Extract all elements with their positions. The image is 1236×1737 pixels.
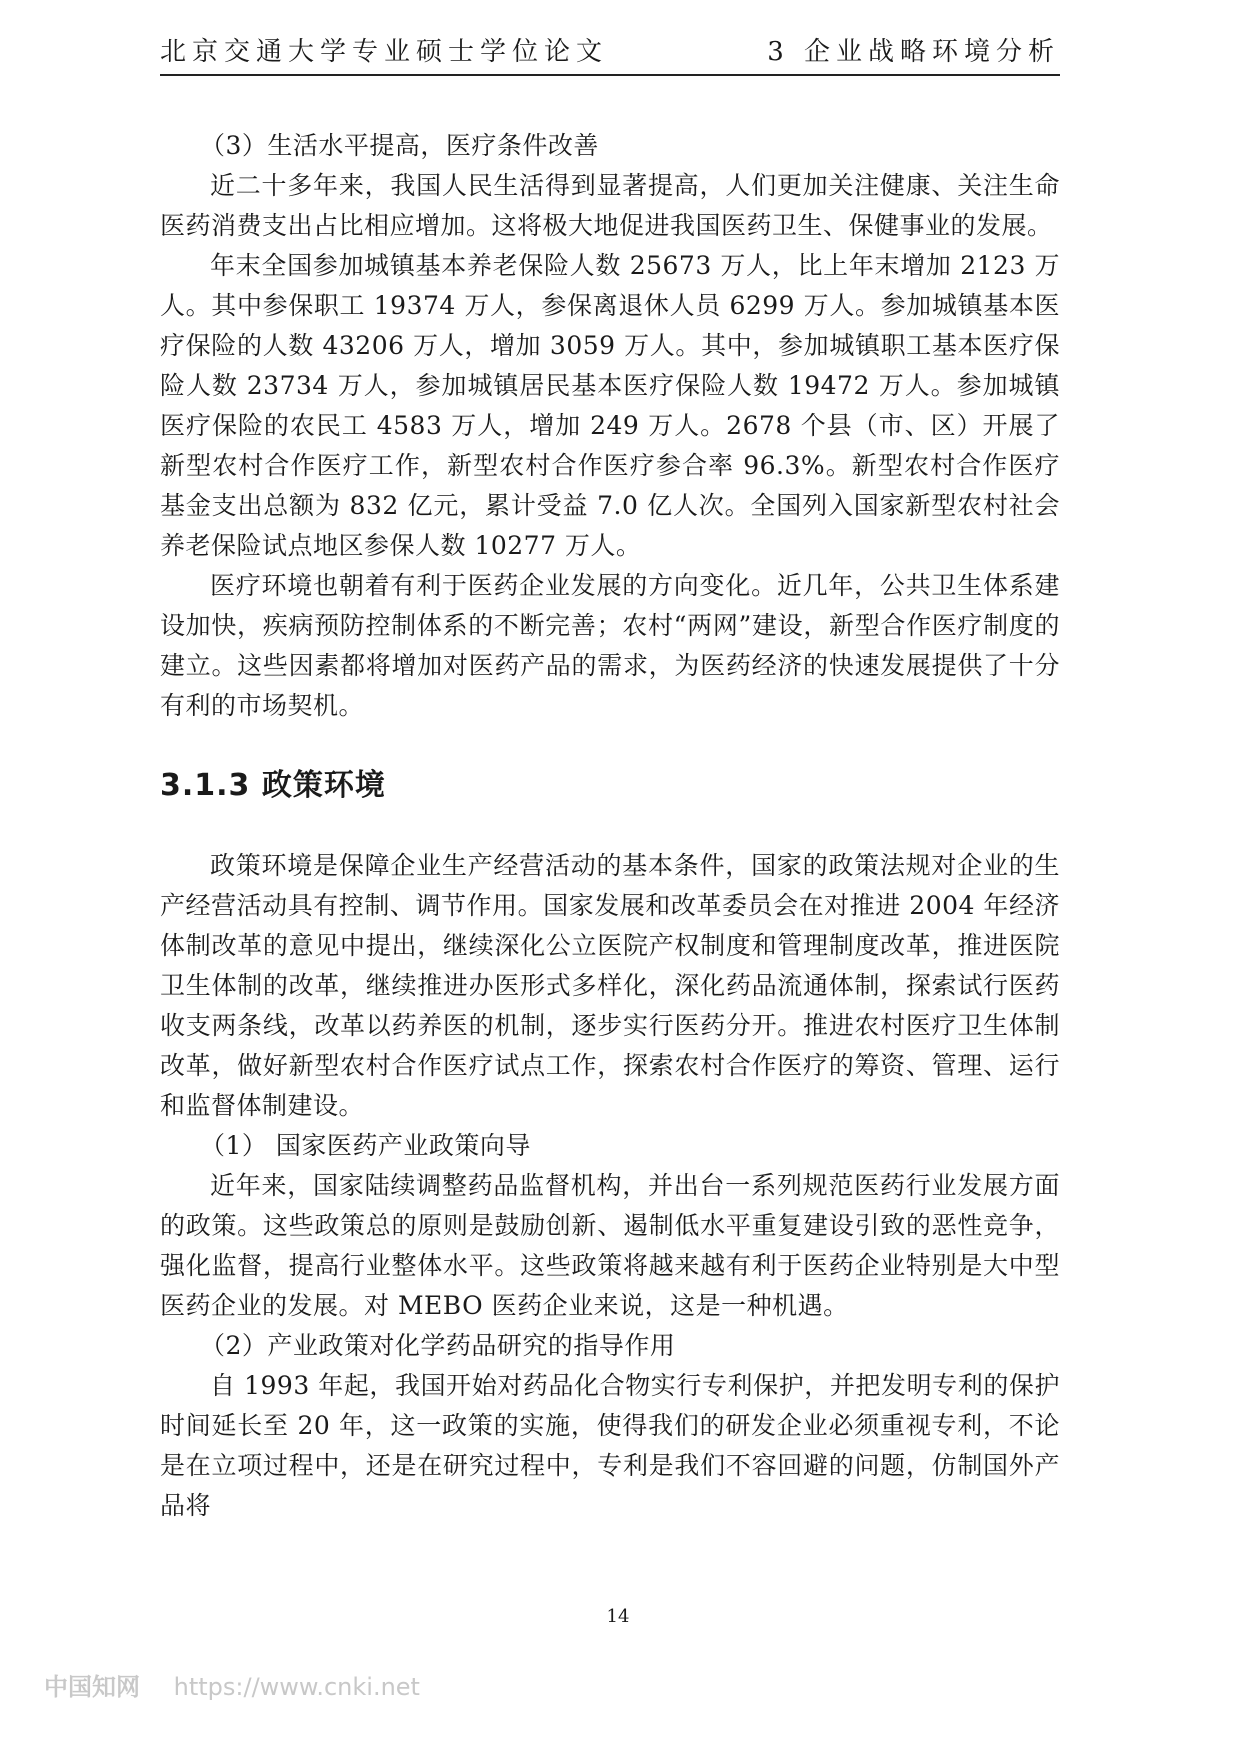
subheading-living-standards: （3）生活水平提高，医疗条件改善 <box>200 131 599 160</box>
paragraph: 近二十多年来，我国人民生活得到显著提高，人们更加关注健康、关注生命医药消费支出占比相应增加。这将极大地促进我国医药卫生、保健事业的发展。 <box>160 171 1060 240</box>
paragraph: 近年来，国家陆续调整药品监督机构，并出台一系列规范医药行业发展方面的政策。这些政策总的原则是鼓励创新、遏制低水平重复建设引致的恶性竞争，强化监督，提高行业整体水平。这些政策将越来越有利于医药企业特别是大中型医药企业的发展。对 MEBO 医药企业来说，这是一种机遇。 <box>160 1171 1060 1320</box>
section-heading: 3.1.3 政策环境 <box>160 768 386 803</box>
running-header <box>160 36 1060 76</box>
subheading-industry-policy: （1） 国家医药产业政策向导 <box>200 1131 531 1160</box>
paragraph: 年末全国参加城镇基本养老保险人数 25673 万人，比上年末增加 2123 万人。其中参保职工 19374 万人，参保离退休人员 6299 万人。参加城镇基本医疗保险的人数 43206 万人，增加 3059 万人。其中，参加城镇职工基本医疗保险人数 23734 万人，参加城镇居民基本医疗保险人数 19472 万人。参加城镇医疗保险的农民工 4583 万人，增加 249 万人。2678 个县（市、区）开展了新型农村合作医疗工作，新型农村合作医疗参合率 96.3%。新型农村合作医疗基金支出总额为 832 亿元，累计受益 7.0 亿人次。全国列入国家新型农村社会养老保险试点地区参保人数 10277 万人。 <box>160 251 1060 560</box>
page-body <box>160 126 1060 1526</box>
header-chapter-title: 3 企业战略环境分析 <box>767 37 1060 67</box>
header-thesis-title: 北京交通大学专业硕士学位论文 <box>160 37 609 67</box>
paragraph: 政策环境是保障企业生产经营活动的基本条件，国家的政策法规对企业的生产经营活动具有控制、调节作用。国家发展和改革委员会在对推进 2004 年经济体制改革的意见中提出，继续深化公立医院产权制度和管理制度改革，推进医院卫生体制的改革，继续推进办医形式多样化，深化药品流通体制，探索试行医药收支两条线，改革以药养医的机制，逐步实行医药分开。推进农村医疗卫生体制改革，做好新型农村合作医疗试点工作，探索农村合作医疗的筹资、管理、运行和监督体制建设。 <box>160 851 1060 1120</box>
cnki-watermark <box>44 1667 420 1702</box>
paragraph: 自 1993 年起，我国开始对药品化合物实行专利保护，并把发明专利的保护时间延长至 20 年，这一政策的实施，使得我们的研发企业必须重视专利，不论是在立项过程中，还是在研究过程中，专利是我们不容回避的问题，仿制国外产品将 <box>160 1371 1060 1520</box>
subheading-chemical-drug-policy: （2）产业政策对化学药品研究的指导作用 <box>200 1331 676 1360</box>
watermark-url: https://www.cnki.net <box>173 1673 420 1701</box>
watermark-logo: 中国知网 <box>44 1673 140 1701</box>
paragraph: 医疗环境也朝着有利于医药企业发展的方向变化。近几年，公共卫生体系建设加快，疾病预防控制体系的不断完善；农村“两网”建设，新型合作医疗制度的建立。这些因素都将增加对医药产品的需求，为医药经济的快速发展提供了十分有利的市场契机。 <box>160 571 1060 720</box>
page-number: 14 <box>606 1606 630 1627</box>
